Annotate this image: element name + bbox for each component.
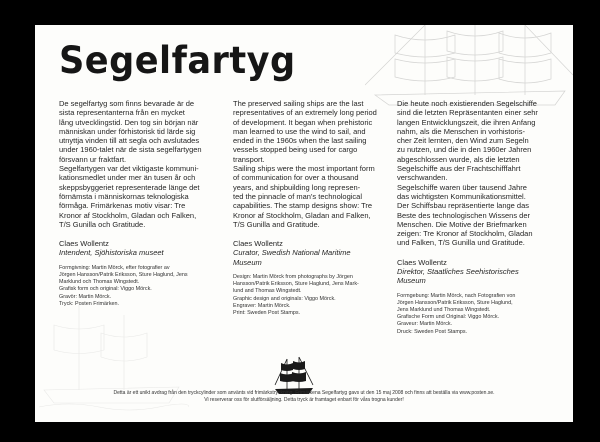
english-credits: Design: Martin Mörck from photographs by Jörgen Hansson/Patrik Eriksson, Sture Haglund, Jens Mark- lund and Thomas Wingstedt. Graphic design and originals: Viggo Mörck. Engraver: Martin Mörck. Print: Sweden Post Stamps.: [233, 274, 359, 317]
swedish-author: Claes Wollentz: [59, 239, 109, 249]
german-author: Claes Wollentz: [397, 257, 447, 267]
swedish-signature: [59, 239, 219, 258]
english-author: Claes Wollentz: [233, 239, 283, 249]
swedish-author-role: Intendent, Sjöhistoriska museet: [59, 248, 164, 258]
german-column: [397, 99, 557, 336]
footer-note-line-1: Detta är ett unikt avdrag från den tryckcylinder som använts vid frimärkstryckning. Frimärkena Segelfartyg gavs ut den 15 maj 2008 och finns att beställa via www.posten.se.: [113, 390, 495, 396]
page-title: Segelfartyg: [59, 39, 296, 82]
stamp-card: [35, 25, 573, 422]
english-body-text: The preserved sailing ships are the last representatives of an extremely long period of development. It began when prehistoric man learned to use the wind to sail, and ended in the 1960s when the last sailing vessels stopped being used for cargo transport. Sailing ships were the most important form of communication for over a thousand years, and shipbuilding long represen- ted the pinnacle of man's technological capabilities. The stamp designs show: Tre Kronor af Stockholm, Gladan and Falken, T/S Gunilla and Gratitude.: [233, 99, 377, 229]
german-credits: Formgebung: Martin Mörck, nach Fotografien von Jörgen Hansson/Patrik Eriksson, Sture Haglund, Jens Marklund und Thomas Wingstedt. Grafische Form und Original: Viggo Mörck. Graveur: Martin Mörck. Druck: Sweden Post Stamps.: [397, 292, 516, 335]
swedish-body-text: De segelfartyg som finns bevarade är de sista representanterna från en mycket lång utvecklingstid. Den tog sin början när människan under förhistorisk tid lärde sig utnyttja vinden till att segla och avslutades under 1960-talet när de sista segelfartygen försvann ur fraktfart. Segelfartygen var det viktigaste kommuni- kationsmedlet under mer än tusen år och skeppsbyggeriet representerade länge det förnämsta i människornas teknologiska förmåga. Frimärkenas motiv visar: Tre Kronor af Stockholm, Gladan och Falken, T/S Gunilla och Gratitude.: [59, 99, 202, 229]
footer-note-line-2: Vi reserverar oss för slutförsäljning. Detta tryck är framtaget enbart för våra trogna kunder!: [204, 397, 404, 403]
german-body-text: Die heute noch existierenden Segelschiffe sind die letzten Repräsentanten einer sehr langen Entwicklungszeit, die ihren Anfang nahm, als die Menschen in vorhistoris- cher Zeit lernten, den Wind zum Segeln zu nutzen, und die in den 1960er Jahren abgeschlossen wurde, als die letzten Segelschiffe aus der Frachtschifffahrt verschwanden. Segelschiffe waren über tausend Jahre das wichtigsten Kommunikationsmittel. Der Schiffsbau repräsentierte lange das Beste des technologischen Wissens der Menschen. Die Motive der Briefmarken zeigen: Tre Kronor af Stockholm, Gladan und Falken, T/S Gunilla und Gratitude.: [397, 99, 538, 248]
german-signature: [397, 258, 557, 286]
german-author-role: Direktor, Staatliches Seehistorisches Museum: [397, 267, 519, 286]
english-column: [233, 99, 393, 317]
english-signature: [233, 239, 393, 267]
sailing-ship-engraving: [365, 25, 573, 107]
swedish-credits: Formgivning: Martin Mörck, efter fotografier av Jörgen Hansson/Patrik Eriksson, Sture Haglund, Jens Marklund och Thomas Wingstedt. Grafisk form och original: Viggo Mörck. Gravör: Martin Mörck. Tryck: Posten Frimärken.: [59, 264, 188, 307]
swedish-column: [59, 99, 219, 308]
english-author-role: Curator, Swedish National Maritime Museum: [233, 248, 351, 267]
